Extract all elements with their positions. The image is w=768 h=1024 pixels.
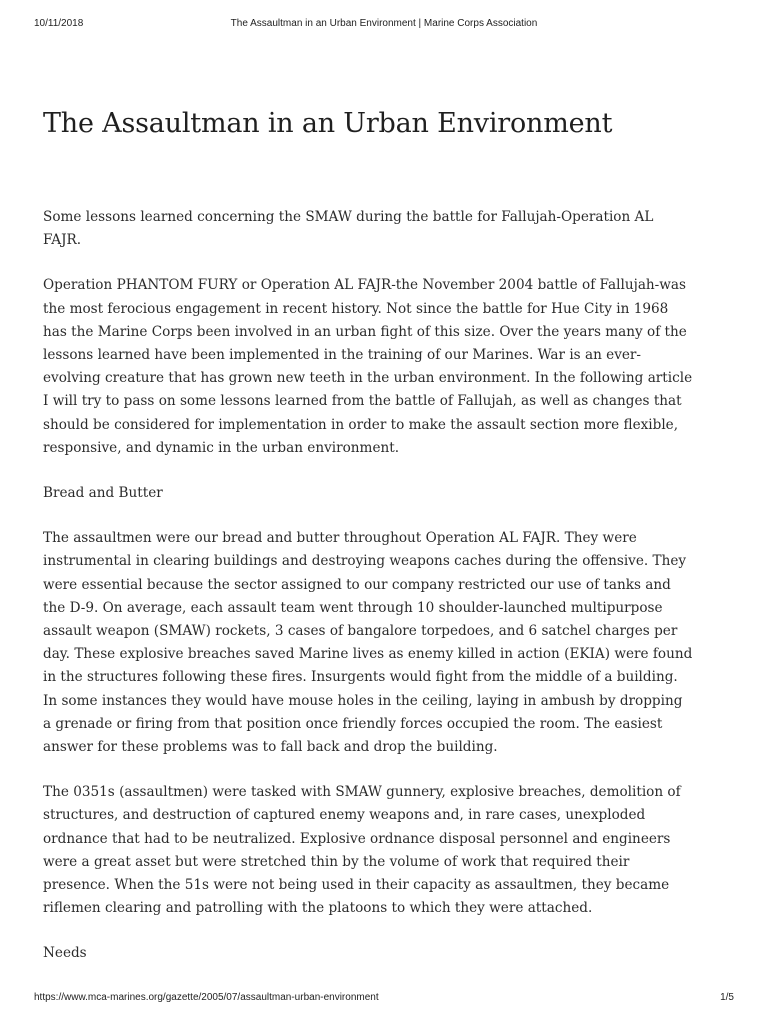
print-footer bbox=[34, 992, 734, 1006]
article-paragraph: Operation PHANTOM FURY or Operation AL FAJR-the November 2004 battle of Fallujah-was the most ferocious engagement in recent history. Not since the battle for Hue City in 1968 has the Marine Corps been involved in an urban fight of this size. Over the years many of the lessons learned have been implemented in the training of our Marines. War is an ever-evolving creature that has grown new teeth in the urban environment. In the following article I will try to pass on some lessons learned from the battle of Fallujah, as well as changes that should be considered for implementation in order to make the assault section more flexible, responsive, and dynamic in the urban environment. bbox=[43, 277, 693, 456]
print-date: 10/11/2018 bbox=[34, 18, 84, 29]
section-heading-bread-and-butter: Bread and Butter bbox=[43, 485, 163, 502]
print-url: https://www.mca-marines.org/gazette/2005/07/assaultman-urban-environment bbox=[34, 992, 379, 1003]
article bbox=[43, 104, 693, 988]
article-intro-paragraph: Some lessons learned concerning the SMAW during the battle for Fallujah-Operation AL FAJR. bbox=[43, 209, 654, 249]
article-paragraph: The assaultmen were our bread and butter throughout Operation AL FAJR. They were instrumental in clearing buildings and destroying weapons caches during the offensive. They were essential because the sector assigned to our company restricted our use of tanks and the D-9. On average, each assault team went through 10 shoulder-launched multipurpose assault weapon (SMAW) rockets, 3 cases of bangalore torpedoes, and 6 satchel charges per day. These explosive breaches saved Marine lives as enemy killed in action (EKIA) were found in the structures following these fires. Insurgents would fight from the middle of a building. In some instances they would have mouse holes in the ceiling, laying in ambush by dropping a grenade or firing from that position once friendly forces occupied the room. The easiest answer for these problems was to fall back and drop the building. bbox=[43, 530, 693, 756]
article-paragraph: The 0351s (assaultmen) were tasked with SMAW gunnery, explosive breaches, demolition of structures, and destruction of captured enemy weapons and, in rare cases, unexploded ordnance that had to be neutralized. Explosive ordnance disposal personnel and engineers were a great asset but were stretched thin by the volume of work that required their presence. When the 51s were not being used in their capacity as assaultmen, they became riflemen clearing and patrolling with the platoons to which they were attached. bbox=[43, 784, 681, 917]
print-page-title: The Assaultman in an Urban Environment | Marine Corps Association bbox=[230, 18, 538, 29]
article-title: The Assaultman in an Urban Environment bbox=[43, 108, 613, 139]
section-heading-needs: Needs bbox=[43, 945, 87, 962]
print-header bbox=[34, 18, 734, 32]
page-number: 1/5 bbox=[720, 992, 734, 1003]
